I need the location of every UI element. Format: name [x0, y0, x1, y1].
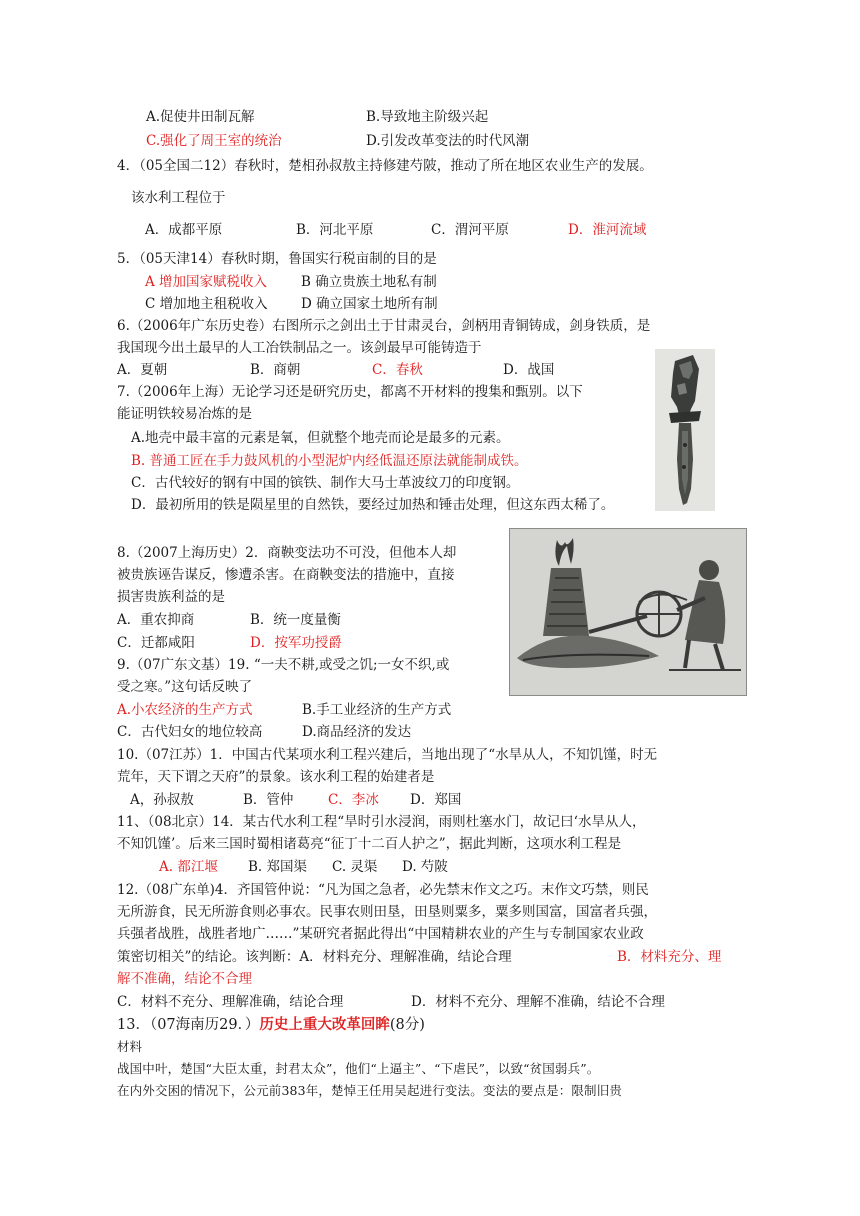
- q10-option-d: D．郑国: [410, 792, 462, 808]
- q13-material-label: 材料: [117, 1039, 143, 1054]
- q5-option-b: B 确立贵族土地私有制: [301, 274, 437, 290]
- q11-option-a: A. 都江堰: [159, 859, 218, 875]
- q11-stem-cont: 不知饥馑’。后来三国时蜀相诸葛亮“征丁十二百人护之”，据此判断，这项水利工程是: [117, 836, 622, 852]
- q6-stem-cont: 我国现今出土最早的人工冶铁制品之一。该剑最早可能铸造于: [117, 340, 482, 356]
- q7-option-a: A.地壳中最丰富的元素是氧，但就整个地壳而论是最多的元素。: [131, 430, 510, 446]
- q13-heading: [117, 1016, 425, 1034]
- q12-option-b-cont: 解不准确，结论不合理: [117, 971, 252, 987]
- q7-stem-cont: 能证明铁较易冶炼的是: [117, 406, 252, 422]
- q10-stem: 10.（07江苏）1．中国古代某项水利工程兴建后，当地出现了“水旱从人，不知饥馑，时无: [117, 747, 658, 763]
- q11-stem: 11、（08北京）14．某古代水利工程“旱时引水浸润，雨则杜塞水门，故记曰‘水旱从人，: [117, 814, 646, 830]
- bellows-illustration: [509, 528, 747, 696]
- q12-stem-cont2: 兵强者战胜，战胜者地广……”某研究者据此得出“中国精耕农业的产生与专制国家农业政: [117, 926, 644, 942]
- q13-title: 历史上重大改革回眸: [259, 1016, 390, 1033]
- q8-stem: 8.（2007上海历史）2．商鞅变法功不可没，但他本人却: [117, 545, 457, 561]
- q4-stem: 4．（05全国二12）春秋时，楚相孙叔敖主持修建芍陂，推动了所在地区农业生产的发展。: [117, 158, 653, 174]
- q12-stem-cont3: 策密切相关”的结论。该判断：A．材料充分、理解准确，结论合理: [117, 949, 512, 965]
- q3-option-d: D.引发改革变法的时代风潮: [366, 133, 530, 149]
- q13-number: 13．（07海南历29．）: [117, 1017, 260, 1033]
- q4-option-a: A．成都平原: [145, 222, 223, 238]
- q11-option-d: D. 芍陂: [402, 859, 448, 875]
- q4-option-c: C．渭河平原: [431, 222, 509, 238]
- q9-option-c: C．古代妇女的地位较高: [117, 724, 263, 740]
- q5-stem: 5．（05天津14）春秋时期，鲁国实行税亩制的目的是: [117, 251, 437, 267]
- q10-option-b: B．管仲: [243, 792, 294, 808]
- q3-option-a: A.促使井田制瓦解: [146, 109, 255, 125]
- q9-option-a: A.小农经济的生产方式: [117, 702, 253, 718]
- q6-option-c: C．春秋: [372, 362, 423, 378]
- q13-material-paragraph-1: 战国中叶，楚国“大臣太重，封君太众”，他们“上逼主”、“下虐民”，以致“贫国弱兵”。: [117, 1061, 600, 1076]
- q12-option-c: C．材料不充分、理解准确，结论合理: [117, 994, 344, 1010]
- q8-option-a: A．重农抑商: [117, 612, 195, 628]
- q8-stem-cont: 被贵族诬告谋反，惨遭杀害。在商鞅变法的措施中，直接: [117, 567, 455, 583]
- q8-stem-cont2: 损害贵族利益的是: [117, 589, 225, 605]
- q7-option-d: D．最初所用的铁是陨星里的自然铁，要经过加热和锤击处理，但这东西太稀了。: [131, 497, 615, 513]
- q8-option-c: C．迁都咸阳: [117, 635, 195, 651]
- q6-option-d: D．战国: [503, 362, 555, 378]
- sword-illustration: [655, 349, 715, 511]
- q7-option-b: B. 普通工匠在手力鼓风机的小型泥炉内经低温还原法就能制成铁。: [131, 453, 528, 469]
- q11-option-c: C. 灵渠: [332, 859, 378, 875]
- q10-stem-cont: 荒年，天下谓之天府”的景象。该水利工程的始建者是: [117, 769, 435, 785]
- q8-option-d: D．按军功授爵: [250, 635, 342, 651]
- q9-option-b: B.手工业经济的生产方式: [302, 702, 452, 718]
- q6-option-a: A．夏朝: [117, 362, 168, 378]
- q3-option-b: B.导致地主阶级兴起: [366, 109, 489, 125]
- q12-option-b: B．材料充分、理: [617, 949, 722, 965]
- q9-option-d: D.商品经济的发达: [302, 724, 412, 740]
- q5-option-d: D 确立国家土地所有制: [301, 296, 438, 312]
- q12-stem: 12.（08广东单)4．齐国管仲说：“凡为国之急者，必先禁末作文之巧。末作文巧禁，则民: [117, 882, 649, 898]
- q13-score: (8分): [389, 1017, 425, 1033]
- q7-option-c: C．古代较好的钢有中国的镔铁、制作大马士革波纹刀的印度钢。: [131, 475, 520, 491]
- q10-option-a: A，孙叔敖: [130, 792, 194, 808]
- q8-option-b: B．统一度量衡: [250, 612, 341, 628]
- q4-stem-cont: 该水利工程位于: [131, 190, 226, 206]
- q4-option-b: B．河北平原: [296, 222, 374, 238]
- q7-stem: 7.（2006年上海）无论学习还是研究历史，都离不开材料的搜集和甄别。以下: [117, 384, 583, 400]
- q5-option-c: C 增加地主租税收入: [145, 296, 268, 312]
- sword-image: [655, 349, 715, 511]
- q3-option-c: C.强化了周王室的统治: [146, 133, 282, 149]
- q5-option-a: A 增加国家赋税收入: [145, 274, 268, 290]
- q6-stem: 6.（2006年广东历史卷）右图所示之剑出土于甘肃灵台，剑柄用青铜铸成，剑身铁质，是: [117, 318, 651, 334]
- q11-option-b: B. 郑国渠: [248, 859, 308, 875]
- q9-stem-cont: 受之寒。”这句话反映了: [117, 679, 253, 695]
- q12-stem-cont: 无所游食，民无所游食则必事农。民事农则田垦，田垦则粟多，粟多则国富，国富者兵强，: [117, 904, 657, 920]
- q13-material-paragraph-2: 在内外交困的情况下，公元前383年，楚悼王任用吴起进行变法。变法的要点是：限制旧贵: [117, 1083, 623, 1098]
- q12-option-d: D．材料不充分、理解不准确，结论不合理: [411, 994, 665, 1010]
- q9-stem: 9.（07广东文基）19. “一夫不耕,或受之饥;一女不织,或: [117, 657, 450, 673]
- q10-option-c: C．李冰: [328, 792, 379, 808]
- q4-option-d: D．淮河流域: [568, 222, 647, 238]
- q6-option-b: B．商朝: [250, 362, 301, 378]
- bellows-image: [509, 528, 747, 696]
